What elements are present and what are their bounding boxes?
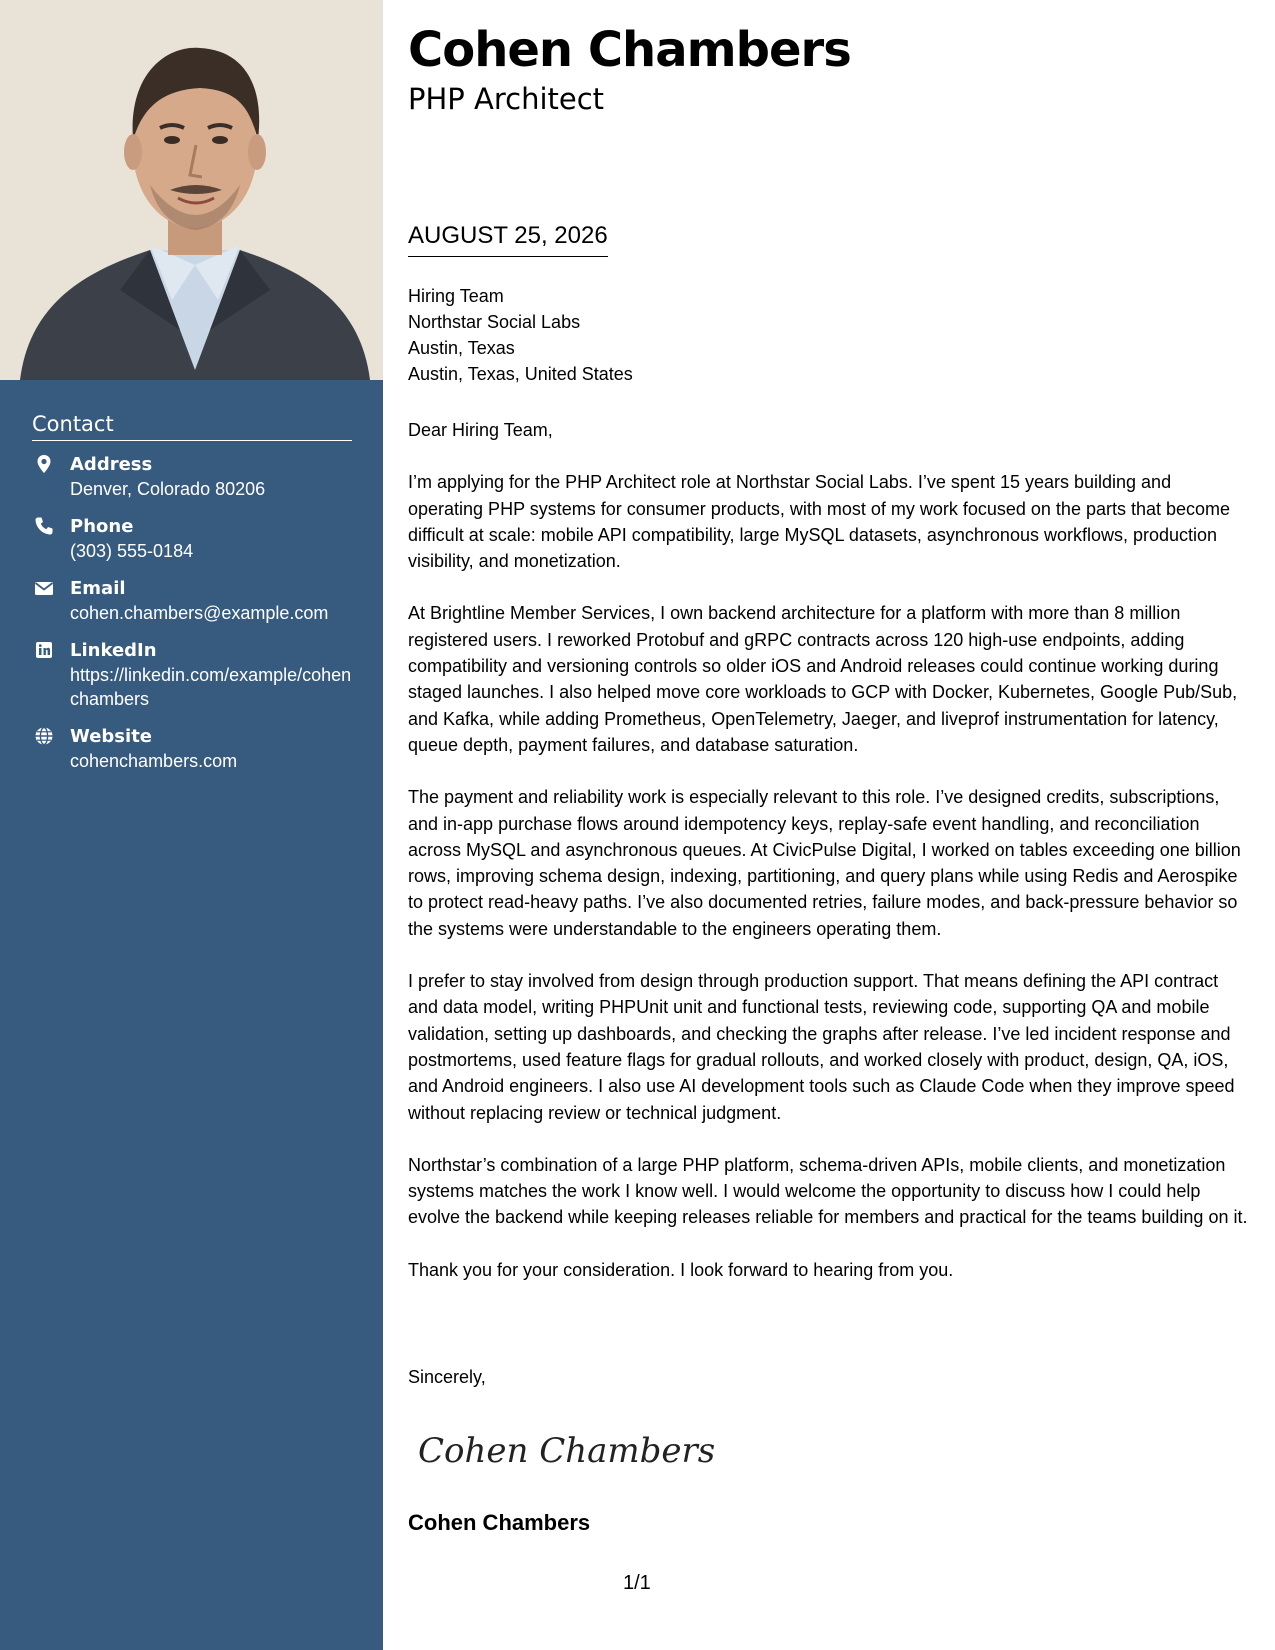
contact-item-phone (32, 515, 352, 563)
recipient-line: Northstar Social Labs (408, 312, 581, 332)
phone-icon (34, 516, 54, 536)
body-paragraph: I’m applying for the PHP Architect role at Northstar Social Labs. I’ve spent 15 years building and operating PHP systems for consumer products, with most of my work focused on the parts that become difficult at scale: mobile API compatibility, large MySQL datasets, asynchronous workflows, production visibility, and monetization. (408, 472, 1231, 572)
recipient-line: Austin, Texas (408, 338, 515, 358)
contact-label: Address (70, 454, 153, 475)
contact-label: Email (70, 578, 126, 599)
email-link[interactable]: cohen.chambers@example.com (70, 603, 329, 623)
page-number: 1/1 (623, 1572, 651, 1594)
globe-icon (34, 726, 54, 746)
body-paragraph: I prefer to stay involved from design through production support. That means defining the API contract and data model, writing PHPUnit unit and functional tests, reviewing code, supporting QA and mobile validation, setting up dashboards, and checking the graphs after release. I’ve led incident response and postmortems, used feature flags for gradual rollouts, and worked closely with product, design, QA, iOS, and Android engineers. I also use AI development tools such as Claude Code when they improve speed without replacing review or technical judgment. (408, 971, 1235, 1123)
profile-photo (0, 0, 383, 380)
signer-name: Cohen Chambers (408, 1510, 591, 1535)
phone-value: (303) 555-0184 (70, 541, 194, 561)
contact-heading: Contact (32, 412, 352, 441)
signature-text: Cohen Chambers (418, 1431, 716, 1471)
contact-item-email (32, 577, 352, 625)
map-pin-icon (34, 454, 54, 474)
body-paragraph: Northstar’s combination of a large PHP platform, schema-driven APIs, mobile clients, and monetization systems matches the work I know well. I would welcome the opportunity to discuss how I could help evolve the backend while keeping releases reliable for members and practical for the teams building on it. (408, 1154, 1248, 1228)
contact-label: Website (70, 726, 153, 747)
contact-item-linkedin (32, 639, 352, 711)
contact-item-address (32, 453, 352, 501)
linkedin-icon (34, 640, 54, 660)
address-value: Denver, Colorado 80206 (70, 479, 266, 499)
body-paragraph: The payment and reliability work is especially relevant to this role. I’ve designed credits, subscriptions, and in-app purchase flows around idempotency keys, replay-safe event handling, and reconciliation across MySQL and asynchronous queues. At CivicPulse Digital, I worked on tables exceeding one billion rows, improving schema design, indexing, partitioning, and query plans while using Redis and Aerospike to protect read-heavy paths. I’ve also documented retries, failure modes, and back-pressure behavior so the systems were understandable to the engineers operating them. (408, 787, 1241, 939)
linkedin-link[interactable]: https://linkedin.com/example/cohenchambers (70, 665, 352, 709)
signature (408, 1415, 716, 1485)
recipient-line: Austin, Texas, United States (408, 364, 633, 384)
letter-body (408, 417, 1248, 1309)
recipient-block (408, 283, 633, 387)
closing: Sincerely, (408, 1367, 486, 1387)
letter-date: AUGUST 25, 2026 (408, 222, 608, 257)
contact-item-website (32, 725, 352, 773)
portrait-illustration (0, 0, 383, 380)
salutation: Dear Hiring Team, (408, 420, 553, 440)
recipient-line: Hiring Team (408, 286, 504, 306)
contact-section (32, 412, 352, 787)
applicant-title: PHP Architect (408, 82, 605, 116)
website-link[interactable]: cohenchambers.com (70, 751, 238, 771)
contact-label: LinkedIn (70, 640, 157, 661)
sidebar (0, 0, 383, 1650)
body-paragraph: At Brightline Member Services, I own backend architecture for a platform with more than 8 million registered users. I reworked Protobuf and gRPC contracts across 120 high-use endpoints, adding compatibility and versioning controls so older iOS and Android releases could continue working during staged launches. I also helped move core workloads to GCP with Docker, Kubernetes, Google Pub/Sub, and Kafka, while adding Prometheus, OpenTelemetry, Jaeger, and liveprof instrumentation for latency, queue depth, payment failures, and database saturation. (408, 603, 1238, 755)
envelope-icon (34, 578, 54, 598)
body-paragraph: Thank you for your consideration. I look forward to hearing from you. (408, 1259, 954, 1280)
contact-label: Phone (70, 516, 134, 537)
applicant-name: Cohen Chambers (408, 22, 851, 78)
